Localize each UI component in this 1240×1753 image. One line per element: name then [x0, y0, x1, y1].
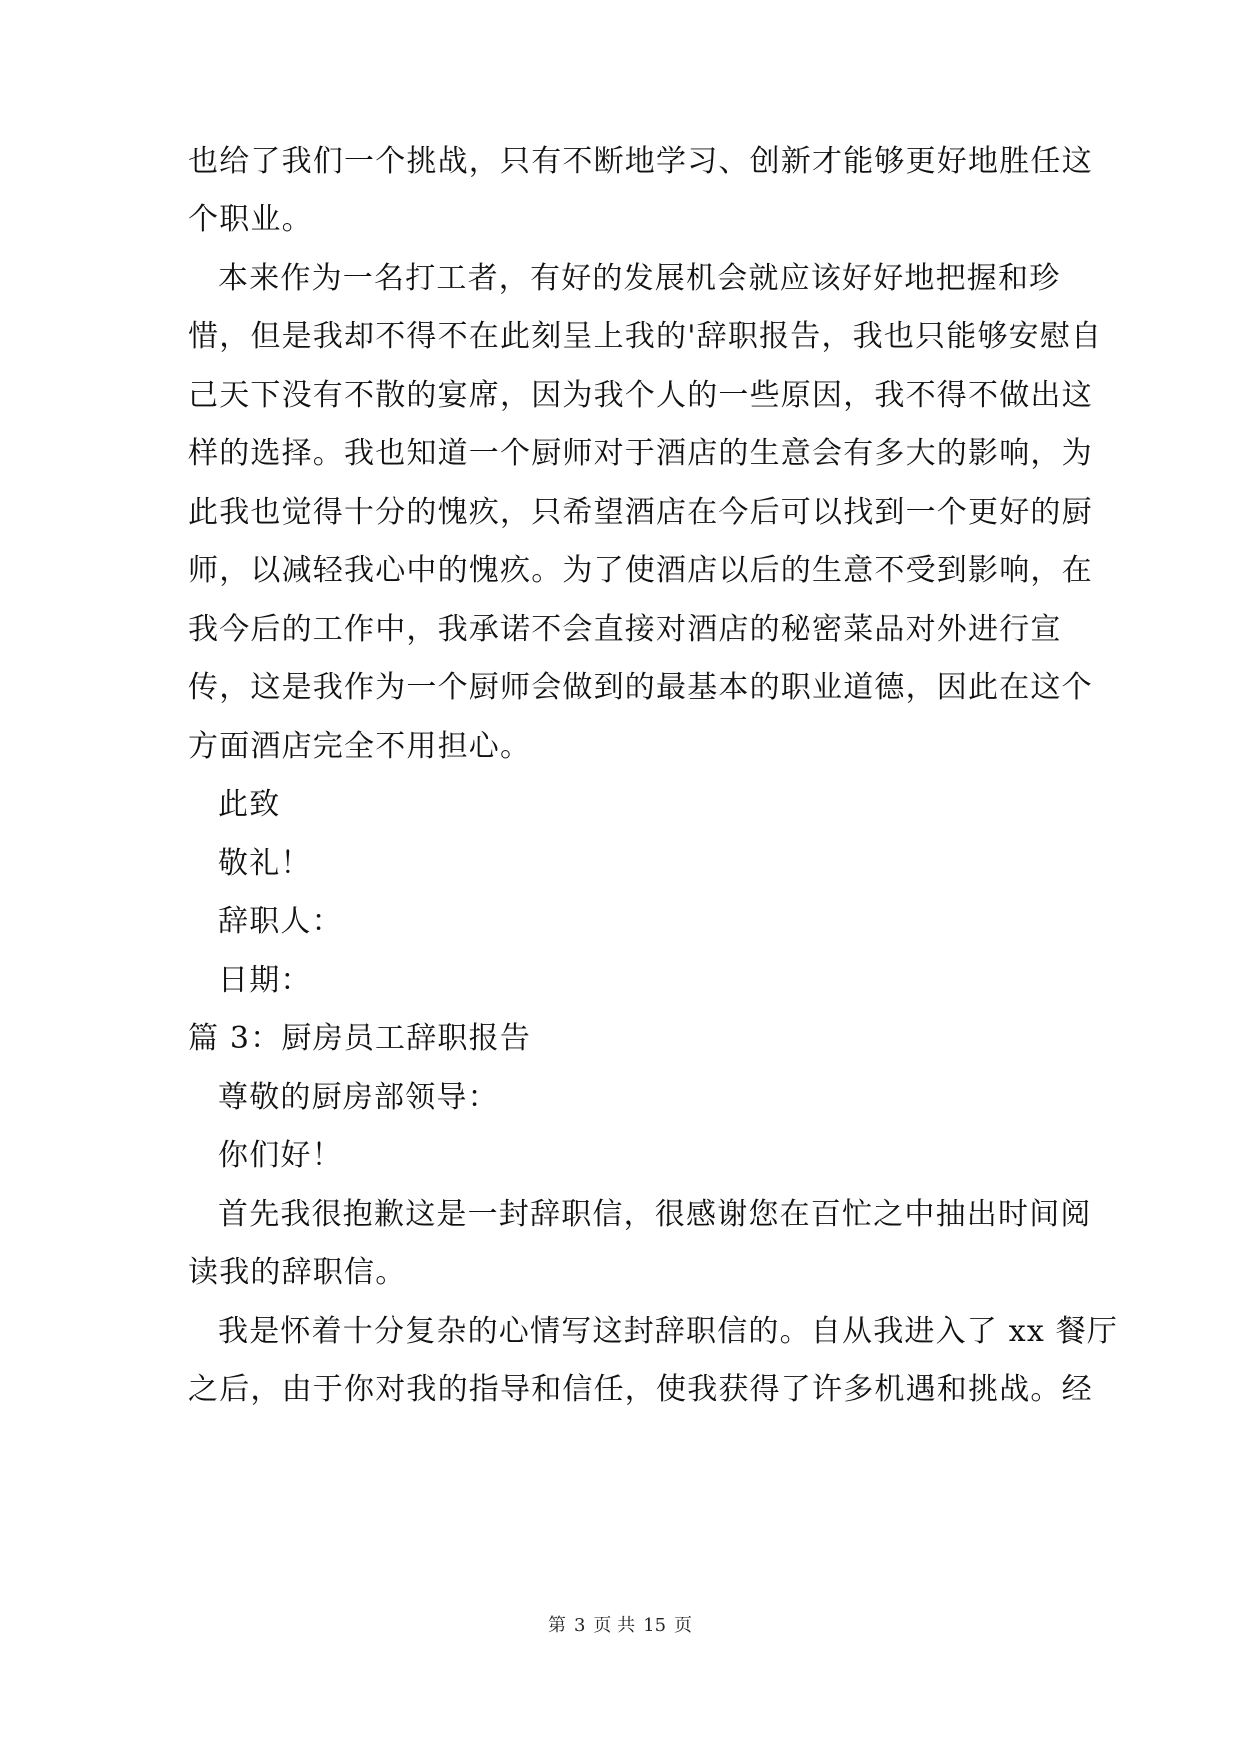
page-footer [0, 1614, 1240, 1638]
text-line: 己天下没有不散的宴席，因为我个人的一些原因，我不得不做出这 [188, 378, 1093, 413]
text-line: 我今后的工作中，我承诺不会直接对酒店的秘密菜品对外进行宣 [188, 612, 1062, 647]
paragraph-start: 我是怀着十分复杂的心情写这封辞职信的。自从我进入了 xx 餐厅 [218, 1314, 1119, 1349]
text-line: 惜，但是我却不得不在此刻呈上我的'辞职报告，我也只能够安慰自 [188, 319, 1103, 354]
text-line: 样的选择。我也知道一个厨师对于酒店的生意会有多大的影响，为 [188, 436, 1093, 471]
section-heading: 篇 3：厨房员工辞职报告 [188, 1021, 532, 1056]
letter-greeting: 尊敬的厨房部领导： [218, 1080, 499, 1115]
footer-total-pages: 15 [643, 1615, 667, 1636]
footer-middle: 页 共 [593, 1615, 636, 1636]
date-label: 日期： [218, 963, 312, 998]
footer-suffix: 页 [674, 1615, 693, 1636]
footer-page-number: 3 [573, 1615, 586, 1636]
paragraph-start: 本来作为一名打工者，有好的发展机会就应该好好地把握和珍 [218, 261, 1061, 296]
text-line: 之后，由于你对我的指导和信任，使我获得了许多机遇和挑战。经 [188, 1372, 1093, 1407]
paragraph-start: 首先我很抱歉这是一封辞职信，很感谢您在百忙之中抽出时间阅 [218, 1197, 1092, 1232]
text-line: 方面酒店完全不用担心。 [188, 729, 532, 764]
signature-label: 辞职人： [218, 904, 343, 939]
text-line: 也给了我们一个挑战，只有不断地学习、创新才能够更好地胜任这 [188, 144, 1093, 179]
closing-salutation: 此致 [218, 787, 281, 822]
footer-prefix: 第 [547, 1615, 566, 1636]
text-line: 师，以减轻我心中的愧疚。为了使酒店以后的生意不受到影响，在 [188, 553, 1093, 588]
letter-hello: 你们好！ [218, 1138, 343, 1173]
text-line: 此我也觉得十分的愧疚，只希望酒店在今后可以找到一个更好的厨 [188, 495, 1093, 530]
closing-regards: 敬礼！ [218, 846, 312, 881]
text-line: 读我的辞职信。 [188, 1255, 407, 1290]
text-line: 传，这是我作为一个厨师会做到的最基本的职业道德，因此在这个 [188, 670, 1093, 705]
text-line: 个职业。 [188, 202, 313, 237]
